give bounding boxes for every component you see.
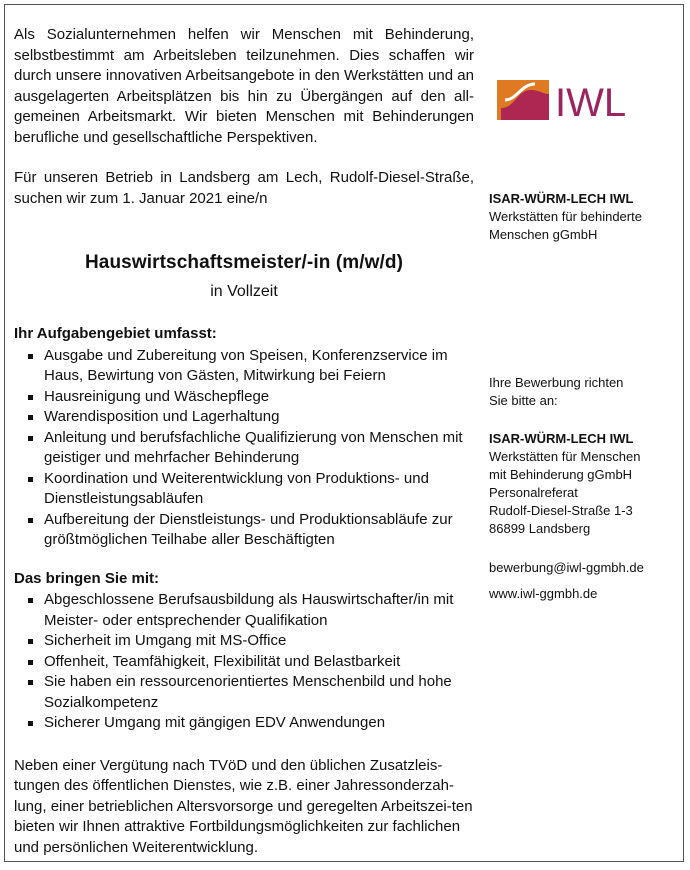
apply-line: Sie bitte an: xyxy=(489,393,558,408)
job-title: Hauswirtschaftsmeister/-in (m/w/d) xyxy=(84,252,404,273)
bullet-icon xyxy=(28,680,33,685)
list-item: Aufbereitung der Dienstleistungs- und Produktionsabläufe zur größtmöglichen Teilhabe aller Beschäftigten xyxy=(14,510,474,551)
list-item: Hausreinigung und Wäschepflege xyxy=(14,387,474,408)
list-item: Anleitung und berufsfachliche Qualifizierung von Menschen mit geistiger und mehrfacher Behinderung xyxy=(14,428,474,469)
tasks-heading: Ihr Aufgabengebiet umfasst: xyxy=(14,325,217,342)
bullet-icon xyxy=(28,415,33,420)
iwl-logo xyxy=(497,78,647,122)
apply-line: Ihre Bewerbung richten xyxy=(489,375,624,390)
list-item: Abgeschlossene Berufsausbildung als Hauswirtschafter/in mit Meister- oder entsprechender Qualifikation xyxy=(14,590,474,631)
company-line: Werkstätten für behinderte xyxy=(489,209,642,224)
job-subtitle: in Vollzeit xyxy=(210,282,278,300)
intro-position-text: Für unseren Betrieb in Landsberg am Lech, Rudolf-Diesel-Straße, suchen wir zum 1. Januar 2021 eine/n xyxy=(14,169,474,207)
company-line: Menschen gGmbH xyxy=(489,227,598,242)
address-line: Personalreferat xyxy=(489,485,578,500)
bullet-icon xyxy=(28,354,33,359)
address-line: Werkstätten für Menschen xyxy=(489,449,641,464)
benefits-text: Neben einer Vergütung nach TVöD und den üblichen Zusatzleis-tungen des öffentlichen Dienstes, wie z.B. einer Jahressonderzah-lung, einer betrieblichen Altersvorsorge und geregelten Arbeitszei-ten bieten wir Ihnen attraktive Fortbildungsmöglichkeiten zur fachlichen und persönlichen Weiterentwicklung. xyxy=(14,756,473,856)
requirements-list xyxy=(14,590,474,734)
list-item: Sicherer Umgang mit gängigen EDV Anwendungen xyxy=(14,713,474,734)
bullet-icon xyxy=(28,598,33,603)
main-column xyxy=(14,25,474,858)
address-block xyxy=(489,430,679,538)
bullet-icon xyxy=(28,395,33,400)
tasks-list xyxy=(14,346,474,551)
list-item: Sie haben ein ressourcenorientiertes Menschenbild und hohe Sozialkompetenz xyxy=(14,672,474,713)
bullet-icon xyxy=(28,436,33,441)
bullet-icon xyxy=(28,477,33,482)
company-name: ISAR-WÜRM-LECH IWL xyxy=(489,191,634,206)
list-item: Koordination und Weiterentwicklung von Produktions- und Dienstleistungsabläufen xyxy=(14,469,474,510)
address-name: ISAR-WÜRM-LECH IWL xyxy=(489,431,634,446)
address-line: mit Behinderung gGmbH xyxy=(489,467,633,482)
email-link[interactable]: bewerbung@iwl-ggmbh.de xyxy=(489,560,644,575)
list-item: Sicherheit im Umgang mit MS-Office xyxy=(14,631,474,652)
bullet-icon xyxy=(28,639,33,644)
intro-text: Als Sozialunternehmen helfen wir Menschen mit Behinderung, selbstbestimmt am Arbeitsleben teilzunehmen. Dies schaffen wir durch unsere innovativen Arbeitsangebote in den Werkstätten und an ausgelagerten Arbeitsplätzen bis hin zu Übergängen auf den all-gemeinen Arbeitsmarkt. Wir bieten Menschen mit Behinderungen berufliche und gesellschaftliche Perspektiven. xyxy=(14,26,474,146)
list-item: Offenheit, Teamfähigkeit, Flexibilität und Belastbarkeit xyxy=(14,652,474,673)
list-item: Ausgabe und Zubereitung von Speisen, Konferenzservice im Haus, Bewirtung von Gästen, Mitwirkung bei Feiern xyxy=(14,346,474,387)
requirements-heading: Das bringen Sie mit: xyxy=(14,569,160,587)
website-link[interactable]: www.iwl-ggmbh.de xyxy=(489,586,598,601)
address-line: Rudolf-Diesel-Straße 1-3 xyxy=(489,503,633,518)
bullet-icon xyxy=(28,660,33,665)
bullet-icon xyxy=(28,518,33,523)
list-item: Warendisposition und Lagerhaltung xyxy=(14,407,474,428)
company-block xyxy=(489,190,679,244)
address-line: 86899 Landsberg xyxy=(489,521,591,536)
apply-note xyxy=(489,374,679,410)
bullet-icon xyxy=(28,721,33,726)
logo-text: IWL xyxy=(555,81,627,122)
